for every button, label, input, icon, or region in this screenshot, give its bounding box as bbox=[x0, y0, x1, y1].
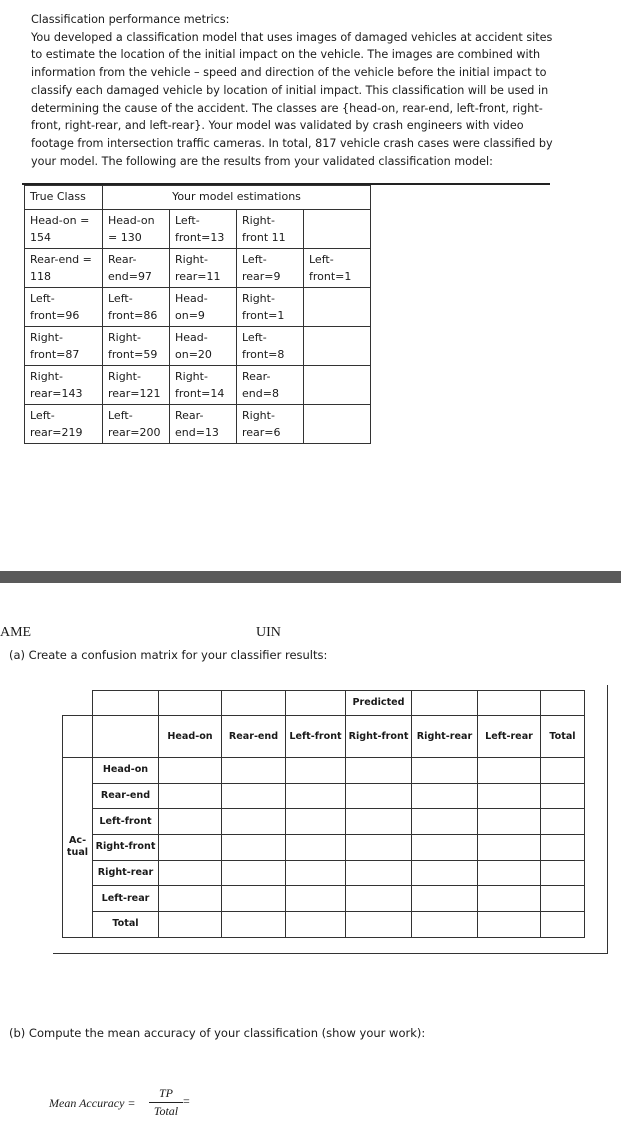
intro-title: Classification performance metrics: bbox=[31, 13, 230, 26]
matrix-cell[interactable] bbox=[478, 860, 541, 886]
matrix-cell[interactable] bbox=[222, 886, 286, 912]
matrix-cell[interactable] bbox=[346, 783, 412, 809]
matrix-cell[interactable] bbox=[541, 809, 585, 835]
matrix-cell[interactable] bbox=[286, 835, 346, 861]
intro-body: You developed a classification model that uses images of damaged vehicles at accident sites to estimate the location of the initial impact on the vehicle. The images are combined with information from the vehicle – speed and direction of the vehicle before the initial impact to classify each damaged vehicle by location of initial impact. This classification will be used in determining the cause of the accident. The classes are {head-on, rear-end, left-front, right-front, right-rear, and left-rear}. Your model was validated by crash engineers with video footage from intersection traffic cameras. In total, 817 vehicle crash cases were classified by your model. The following are the results from your validated classification model: bbox=[31, 30, 553, 168]
matrix-cell[interactable] bbox=[412, 758, 478, 784]
estimation-cell: Left-rear=9 bbox=[237, 249, 304, 288]
matrix-cell[interactable] bbox=[222, 809, 286, 835]
matrix-cell[interactable] bbox=[286, 860, 346, 886]
estimation-cell: Rear-end=97 bbox=[103, 249, 170, 288]
row-header: Left-front bbox=[93, 809, 159, 835]
row-header: Total bbox=[93, 912, 159, 938]
column-header: Right-front bbox=[346, 716, 412, 758]
row-header: Rear-end bbox=[93, 783, 159, 809]
estimation-cell: Left-front=86 bbox=[103, 288, 170, 327]
true-class-cell: Rear-end = 118 bbox=[25, 249, 103, 288]
matrix-cell[interactable] bbox=[159, 835, 222, 861]
matrix-cell[interactable] bbox=[478, 886, 541, 912]
estimation-cell: Right-front=59 bbox=[103, 327, 170, 366]
matrix-cell[interactable] bbox=[159, 783, 222, 809]
estimation-cell: Head-on=20 bbox=[170, 327, 237, 366]
matrix-cell[interactable] bbox=[478, 758, 541, 784]
matrix-cell[interactable] bbox=[286, 758, 346, 784]
estimation-table bbox=[24, 185, 371, 444]
matrix-cell[interactable] bbox=[286, 783, 346, 809]
predicted-label: Predicted bbox=[346, 691, 412, 716]
matrix-cell[interactable] bbox=[159, 758, 222, 784]
formula-numerator: TP bbox=[158, 1086, 173, 1100]
part-a-prompt: (a) Create a confusion matrix for your classifier results: bbox=[9, 648, 328, 662]
matrix-cell[interactable] bbox=[159, 809, 222, 835]
matrix-cell[interactable] bbox=[346, 809, 412, 835]
estimation-cell: Left-front=1 bbox=[304, 249, 371, 288]
estimation-cell: Right-front 11 bbox=[237, 210, 304, 249]
matrix-cell[interactable] bbox=[478, 835, 541, 861]
page-divider bbox=[0, 571, 621, 583]
fraction-bar bbox=[149, 1102, 183, 1103]
true-class-cell: Left-front=96 bbox=[25, 288, 103, 327]
name-label: AME bbox=[0, 625, 32, 640]
formula-label: Mean Accuracy = bbox=[49, 1096, 136, 1110]
matrix-cell[interactable] bbox=[541, 860, 585, 886]
estimation-cell: Rear-end=13 bbox=[170, 405, 237, 444]
true-class-cell: Right-rear=143 bbox=[25, 366, 103, 405]
estimation-cell: Rear-end=8 bbox=[237, 366, 304, 405]
estimation-cell: Right-rear=6 bbox=[237, 405, 304, 444]
estimation-cell: Head-on=9 bbox=[170, 288, 237, 327]
confusion-matrix bbox=[62, 690, 585, 938]
estimation-cell: Right-rear=121 bbox=[103, 366, 170, 405]
row-header: Right-rear bbox=[93, 860, 159, 886]
column-header: Head-on bbox=[159, 716, 222, 758]
matrix-cell[interactable] bbox=[541, 912, 585, 938]
matrix-cell[interactable] bbox=[412, 835, 478, 861]
matrix-cell[interactable] bbox=[159, 860, 222, 886]
row-header: Left-rear bbox=[93, 886, 159, 912]
part-b-prompt: (b) Compute the mean accuracy of your classification (show your work): bbox=[9, 1026, 426, 1040]
matrix-cell[interactable] bbox=[159, 912, 222, 938]
formula-fraction bbox=[149, 1086, 183, 1119]
estimation-cell: Left-rear=200 bbox=[103, 405, 170, 444]
estimation-cell bbox=[304, 288, 371, 327]
column-header: Rear-end bbox=[222, 716, 286, 758]
formula-denominator: Total bbox=[153, 1104, 179, 1118]
estimation-cell: Left-front=8 bbox=[237, 327, 304, 366]
matrix-cell[interactable] bbox=[541, 835, 585, 861]
matrix-cell[interactable] bbox=[412, 912, 478, 938]
matrix-cell[interactable] bbox=[541, 783, 585, 809]
estimation-cell bbox=[304, 327, 371, 366]
matrix-cell[interactable] bbox=[222, 835, 286, 861]
matrix-frame-bottom bbox=[53, 953, 608, 954]
matrix-cell[interactable] bbox=[478, 912, 541, 938]
actual-label: Ac-tual bbox=[63, 758, 93, 938]
matrix-cell[interactable] bbox=[412, 809, 478, 835]
true-class-cell: Head-on = 154 bbox=[25, 210, 103, 249]
true-class-cell: Left-rear=219 bbox=[25, 405, 103, 444]
matrix-cell[interactable] bbox=[346, 860, 412, 886]
matrix-cell[interactable] bbox=[346, 886, 412, 912]
matrix-cell[interactable] bbox=[222, 783, 286, 809]
matrix-cell[interactable] bbox=[286, 886, 346, 912]
matrix-cell[interactable] bbox=[541, 758, 585, 784]
matrix-cell[interactable] bbox=[346, 912, 412, 938]
matrix-cell[interactable] bbox=[541, 886, 585, 912]
matrix-cell[interactable] bbox=[286, 912, 346, 938]
column-header: Left-front bbox=[286, 716, 346, 758]
uin-label: UIN bbox=[256, 625, 281, 640]
row-header: Head-on bbox=[93, 758, 159, 784]
estimation-cell: Left-front=13 bbox=[170, 210, 237, 249]
matrix-cell[interactable] bbox=[412, 783, 478, 809]
intro-paragraph bbox=[31, 11, 556, 170]
matrix-cell[interactable] bbox=[286, 809, 346, 835]
matrix-cell[interactable] bbox=[222, 758, 286, 784]
matrix-cell[interactable] bbox=[159, 886, 222, 912]
estimation-cell bbox=[304, 405, 371, 444]
estimation-cell: Head-on = 130 bbox=[103, 210, 170, 249]
column-header: Total bbox=[541, 716, 585, 758]
formula-equals: = bbox=[183, 1094, 190, 1108]
estimations-header: Your model estimations bbox=[103, 186, 371, 210]
estimation-cell: Right-rear=11 bbox=[170, 249, 237, 288]
matrix-cell[interactable] bbox=[478, 809, 541, 835]
estimation-cell bbox=[304, 210, 371, 249]
estimation-cell: Right-front=14 bbox=[170, 366, 237, 405]
matrix-cell[interactable] bbox=[412, 886, 478, 912]
matrix-cell[interactable] bbox=[478, 783, 541, 809]
matrix-cell[interactable] bbox=[346, 835, 412, 861]
column-header: Right-rear bbox=[412, 716, 478, 758]
matrix-cell[interactable] bbox=[222, 912, 286, 938]
matrix-frame-right bbox=[607, 685, 608, 953]
row-header: Right-front bbox=[93, 835, 159, 861]
matrix-cell[interactable] bbox=[346, 758, 412, 784]
estimation-cell bbox=[304, 366, 371, 405]
column-header: Left-rear bbox=[478, 716, 541, 758]
true-class-header: True Class bbox=[25, 186, 103, 210]
matrix-cell[interactable] bbox=[222, 860, 286, 886]
matrix-cell[interactable] bbox=[412, 860, 478, 886]
estimation-cell: Right-front=1 bbox=[237, 288, 304, 327]
true-class-cell: Right-front=87 bbox=[25, 327, 103, 366]
